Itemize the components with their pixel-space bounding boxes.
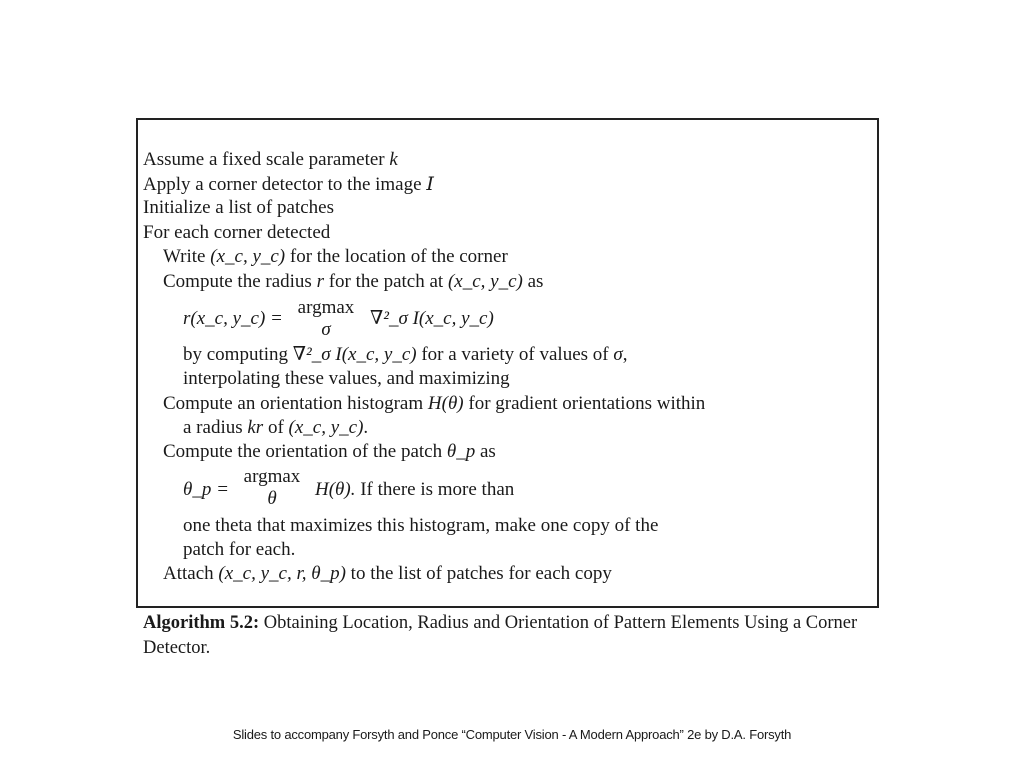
algo-line-4: For each corner detected [143,222,331,243]
math-var: σ [613,344,623,365]
algo-text: Write [163,246,211,267]
algo-line-8: interpolating these values, and maximizing [183,368,510,389]
eq2-operator [236,466,308,510]
math-var: kr [247,417,264,438]
math-var: I [426,173,434,195]
algo-line-2 [143,172,434,197]
algo-text: as [475,441,496,462]
caption-text: Obtaining Location, Radius and Orientation of Pattern Elements Using a Corner Detector. [143,613,858,658]
algo-text: Compute the radius [163,271,317,292]
algo-line-5 [163,245,508,269]
algo-text: as [522,271,544,292]
math-var: r [316,271,324,292]
math-expr: ∇²_σ I(x_c, y_c) [292,344,417,365]
algo-text: Attach [163,563,219,584]
math-expr: (x_c, y_c, r, θ_p) [218,563,346,584]
math-expr: H(θ) [427,393,464,414]
algo-line-1 [143,148,398,172]
algo-line-14 [163,562,612,586]
algo-line-11 [163,440,496,464]
math-expr: (x_c, y_c) [447,271,523,292]
algo-text: , [622,344,628,365]
slide-footer: Slides to accompany Forsyth and Ponce “Computer Vision - A Modern Approach” 2e by D.A. Forsyth [232,727,792,742]
algo-text: for the patch at [323,271,448,292]
algo-text: a radius [183,417,248,438]
algo-text: If there is more than [355,479,515,500]
argmax-subscript: σ [321,319,331,340]
math-expr: (x_c, y_c) [288,417,364,438]
algo-text: to the list of patches for each copy [345,563,612,584]
eq1-operator [288,297,364,341]
algo-text: for the location of the corner [285,246,508,267]
algo-text: Compute an orientation histogram [163,393,428,414]
algo-text: Compute the orientation of the patch [163,441,447,462]
algo-line-10 [183,416,368,440]
eq1-rhs: ∇²_σ I(x_c, y_c) [370,308,494,329]
algo-text: for gradient orientations within [463,393,706,414]
math-expr: θ_p [446,441,476,462]
algo-line-12: one theta that maximizes this histogram, make one copy of the [183,515,659,536]
eq1-lhs: r(x_c, y_c) = [183,308,283,329]
caption-label: Algorithm 5.2: [143,613,260,633]
algo-line-7 [183,343,628,367]
algo-line-6 [163,270,543,294]
math-expr: (x_c, y_c) [210,246,286,267]
math-expr: H(θ). [315,479,356,500]
eq2-lhs: θ_p = [183,479,229,500]
eq2-rhs [315,478,514,502]
algo-text: . [363,417,369,438]
argmax-label: argmax [243,466,301,487]
argmax-subscript: θ [267,488,277,509]
algo-text: for a variety of values of [416,344,614,365]
algo-text: Apply a corner detector to the image [143,174,427,195]
algo-line-13: patch for each. [183,539,296,560]
algo-line-9 [163,392,705,416]
argmax-label: argmax [297,297,355,318]
algo-text: Assume a fixed scale parameter [143,149,390,170]
algo-text: of [263,417,289,438]
algo-line-3: Initialize a list of patches [143,197,334,218]
algorithm-caption [143,611,883,661]
math-var: k [389,149,398,170]
algo-text: by computing [183,344,293,365]
